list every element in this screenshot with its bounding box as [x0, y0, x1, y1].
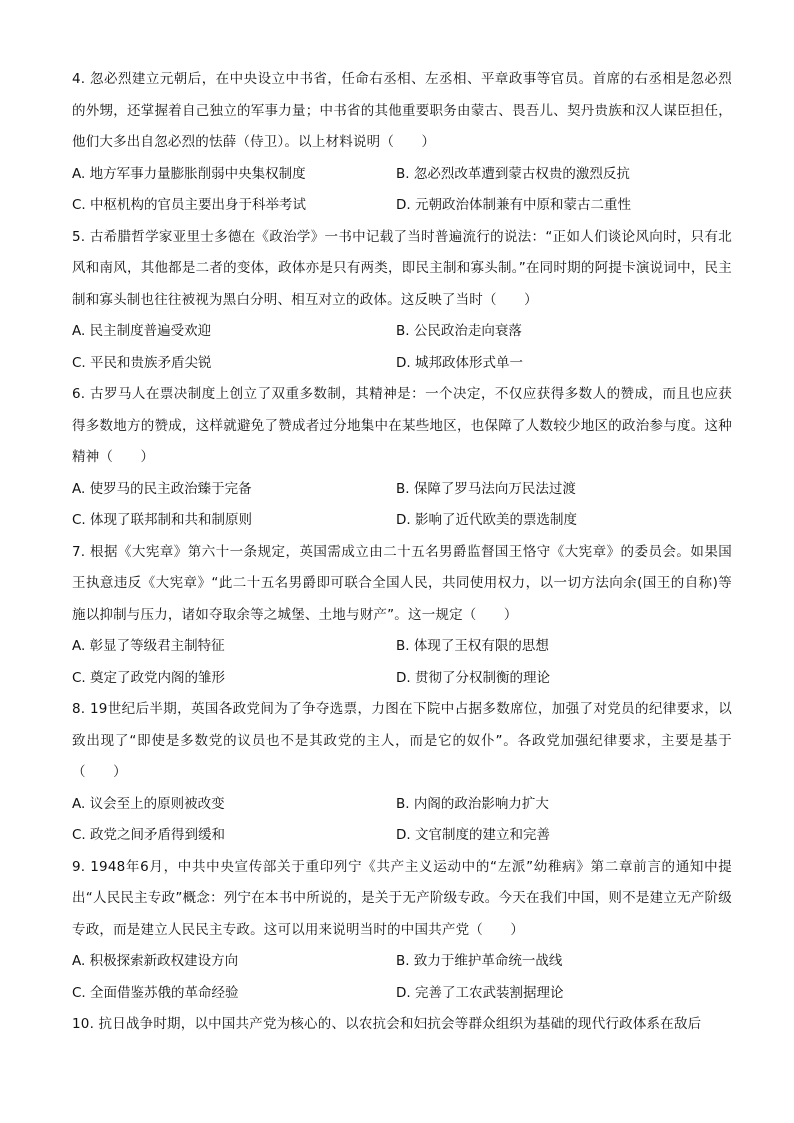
- question-stem: 9. 1948年6月，中共中央宣传部关于重印列宁《共产主义运动中的“左派”幼稚病》第二章前言的通知中提出“人民民主专政”概念：列宁在本书中所说的，是关于无产阶级专政。今天在我们中国，则不是建立无产阶级专政，而是建立人民民主专政。这可以用来说明当时的中国共产党（ ）: [72, 858, 732, 938]
- option-d: D. 文官制度的建立和完善: [396, 827, 550, 843]
- exam-page: [72, 64, 732, 1041]
- option-d: D. 影响了近代欧美的票选制度: [396, 512, 577, 528]
- option-grid: [72, 946, 732, 1009]
- question-4: [72, 64, 732, 222]
- option-b: B. 体现了王权有限的思想: [396, 638, 549, 654]
- option-a: A. 彰显了等级君主制特征: [72, 638, 225, 654]
- question-5: [72, 222, 732, 380]
- option-a: A. 使罗马的民主政治臻于完备: [72, 480, 252, 497]
- option-a: A. 积极探索新政权建设方向: [72, 953, 239, 969]
- question-stem: 10. 抗日战争时期，以中国共产党为核心的、以农抗会和妇抗会等群众组织为基础的现代行政体系在敌后: [72, 1016, 702, 1032]
- question-stem: 6. 古罗马人在票决制度上创立了双重多数制，其精神是：一个决定，不仅应获得多数人的赞成，而且也应获得多数地方的赞成，这样就避免了赞成者过分地集中在某些地区，也保障了人数较少地区的政治参与度。这种精神（ ）: [72, 386, 732, 465]
- question-stem: 8. 19世纪后半期，英国各政党间为了争夺选票，力图在下院中占据多数席位，加强了对党员的纪律要求，以致出现了“即使是多数党的议员也不是其政党的主人，而是它的奴仆”。各政党加强纪律要求，主要是基于（ ）: [72, 701, 732, 780]
- option-grid: [72, 789, 732, 852]
- option-b: B. 公民政治走向衰落: [396, 323, 522, 339]
- option-c: C. 平民和贵族矛盾尖锐: [72, 354, 212, 371]
- option-b: B. 致力于维护革命统一战线: [396, 953, 563, 969]
- question-6: [72, 379, 732, 537]
- option-grid: [72, 159, 732, 222]
- option-c: C. 奠定了政党内阁的雏形: [72, 669, 226, 686]
- option-c: C. 全面借鉴苏俄的革命经验: [72, 984, 239, 1001]
- option-b: B. 忽必烈改革遭到蒙古权贵的激烈反抗: [396, 165, 630, 182]
- option-d: D. 元朝政治体制兼有中原和蒙古二重性: [396, 197, 631, 213]
- question-8: [72, 694, 732, 852]
- option-a: A. 地方军事力量膨胀削弱中央集权制度: [72, 165, 306, 182]
- option-grid: [72, 474, 732, 537]
- question-stem: 4. 忽必烈建立元朝后，在中央设立中书省，任命右丞相、左丞相、平章政事等官员。首席的右丞相是忽必烈的外甥，还掌握着自己独立的军事力量；中书省的其他重要职务由蒙古、畏吾儿、契丹贵族和汉人谋臣担任，他们大多出自忽必烈的怯薛（侍卫）。以上材料说明（ ）: [72, 71, 732, 150]
- option-c: C. 体现了联邦制和共和制原则: [72, 512, 253, 528]
- option-a: A. 议会至上的原则被改变: [72, 795, 225, 812]
- option-grid: [72, 316, 732, 379]
- question-7: [72, 537, 732, 695]
- option-b: B. 保障了罗马法向万民法过渡: [396, 480, 576, 497]
- option-a: A. 民主制度普遍受欢迎: [72, 323, 212, 339]
- option-d: D. 完善了工农武装割据理论: [396, 984, 564, 1001]
- option-d: D. 城邦政体形式单一: [396, 354, 523, 371]
- option-b: B. 内阁的政治影响力扩大: [396, 795, 549, 812]
- question-9: [72, 852, 732, 1010]
- question-stem: 7. 根据《大宪章》第六十一条规定，英国需成立由二十五名男爵监督国王恪守《大宪章》的委员会。如果国王执意违反《大宪章》“此二十五名男爵即可联合全国人民，共同使用权力，以一切方法向余(国王的自称)等施以抑制与压力，诸如夺取余等之城堡、土地与财产”。这一规定（ ）: [72, 543, 732, 623]
- option-d: D. 贯彻了分权制衡的理论: [396, 669, 550, 686]
- option-grid: [72, 631, 732, 694]
- question-stem: 5. 古希腊哲学家亚里士多德在《政治学》一书中记载了当时普遍流行的说法：“正如人们谈论风向时，只有北风和南风，其他都是二者的变体，政体亦是只有两类，即民主制和寡头制。”在同时期的阿提卡演说词中，民主制和寡头制也往往被视为黑白分明、相互对立的政体。这反映了当时（ ）: [72, 228, 732, 308]
- option-c: C. 政党之间矛盾得到缓和: [72, 827, 226, 843]
- question-10: [72, 1009, 732, 1041]
- option-c: C. 中枢机构的官员主要出身于科举考试: [72, 197, 307, 213]
